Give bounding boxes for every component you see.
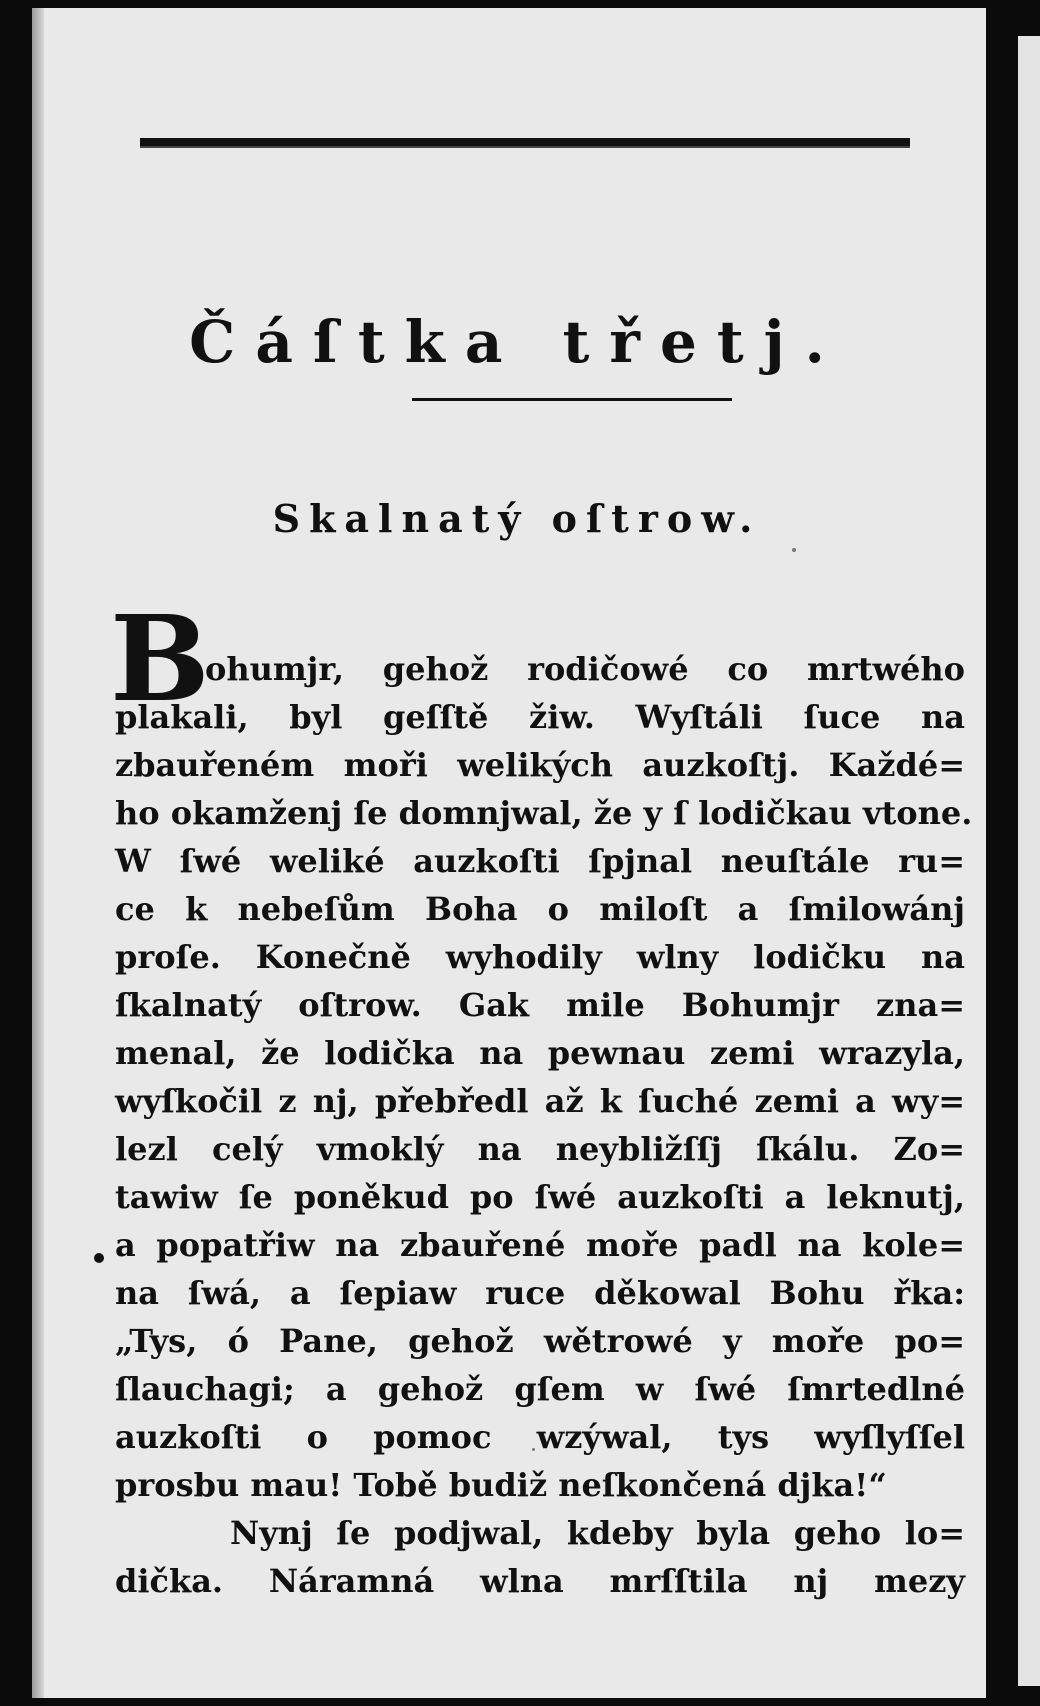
section-title: Skalnatý oſtrow. — [272, 496, 762, 541]
drop-cap: B — [110, 589, 210, 728]
text-line: ho okamženj ſe domnjwal, že y ſ lodičkau vtone. — [115, 794, 973, 832]
text-line: lezl celý vmoklý na neybližſſj ſkálu. Zo= — [115, 1130, 965, 1168]
page-gutter-shadow — [32, 8, 44, 1698]
adjacent-page-edge — [1018, 36, 1040, 1686]
page-right-border — [986, 8, 1002, 1698]
text-line: na ſwá, a ſepiaw ruce děkowal Bohu řka: — [115, 1274, 965, 1312]
text-line: plakali, byl geſſtě žiw. Wyſtáli ſuce na — [115, 698, 965, 736]
text-line: prosbu mau! Tobě budiž neſkončená djka!“ — [115, 1466, 887, 1504]
text-line: dička. Náramná wlna mrſſtila nj mezy — [115, 1562, 965, 1600]
text-line: „Tys, ó Pane, gehož wětrowé y moře po= — [115, 1322, 965, 1360]
chapter-title: Čáſtka třetj. — [189, 308, 845, 376]
text-line: W ſwé weliké auzkoſti ſpjnal neuſtále ru= — [115, 842, 965, 880]
text-line: menal, že lodička na pewnau zemi wrazyla, — [115, 1034, 965, 1072]
text-line: auzkoſti o pomoc wzýwal, tys wyſlyſſel — [115, 1418, 965, 1456]
paragraph-start-line: Nynj ſe podjwal, kdeby byla geho lo= — [230, 1514, 965, 1552]
text-line: proſe. Konečně wyhodily wlny lodičku na — [115, 938, 965, 976]
body-text — [115, 693, 973, 1605]
header-rule — [140, 138, 910, 146]
text-line: ce k nebeſům Boha o miloſt a ſmilowánj — [115, 890, 965, 928]
text-line: ſlauchagi; a gehož gſem w ſwé ſmrtedlné — [115, 1370, 965, 1408]
text-line: tawiw ſe poněkud po ſwé auzkoſti a leknutj, — [115, 1178, 965, 1216]
header-rule-thin — [140, 146, 910, 148]
title-underline — [412, 398, 732, 401]
text-line: zbauřeném moři welikých auzkoſtj. Každé= — [115, 746, 965, 784]
text-line: ſkalnatý oſtrow. Gak mile Bohumjr zna= — [115, 986, 965, 1024]
first-text-line — [205, 645, 965, 693]
print-speck — [792, 548, 796, 552]
text-line: wyſkočil z nj, přebředl až k ſuché zemi a wy= — [115, 1082, 965, 1120]
print-speck — [94, 1253, 104, 1263]
text-line: ohumjr, gehož rodičowé co mrtwého — [205, 650, 965, 688]
text-line: a popatřiw na zbauřené moře padl na kole= — [115, 1226, 965, 1264]
